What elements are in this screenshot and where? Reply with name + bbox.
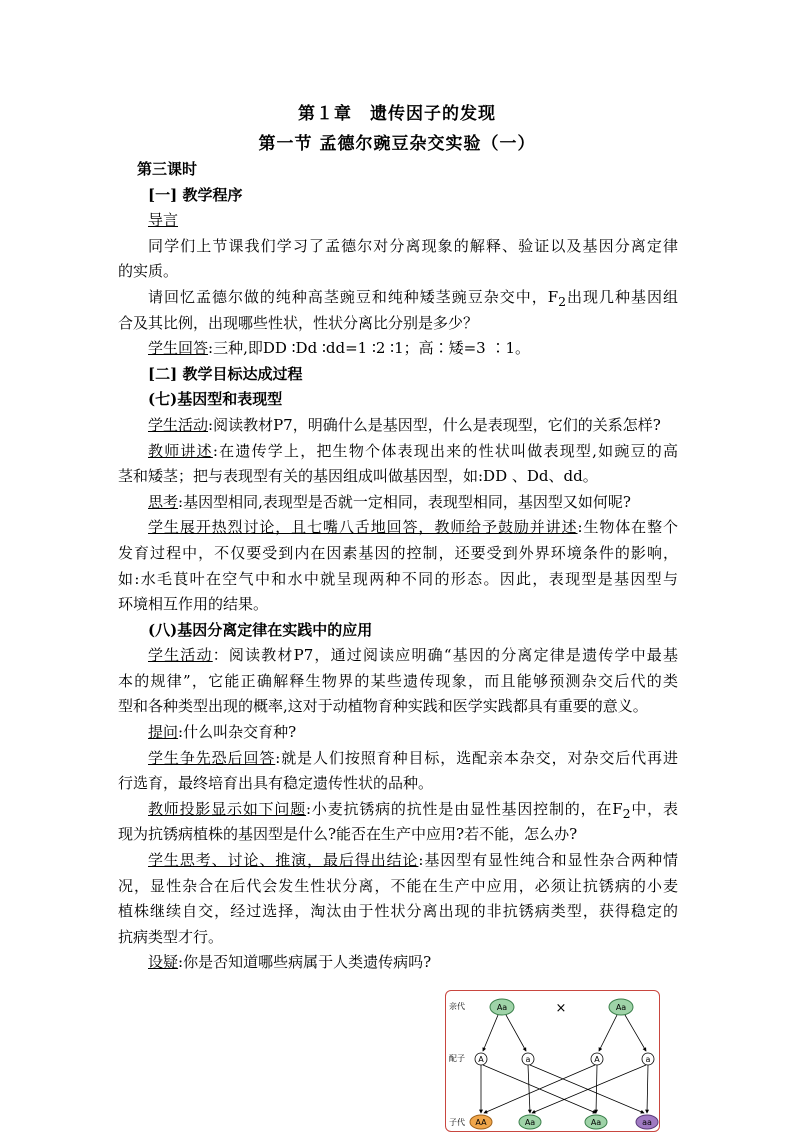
section-8-title: (八)基因分离定律在实践中的应用 [148, 620, 373, 639]
s7-think: 思考:基因型相同,表现型是否就一定相同，表现型相同，基因型又如何呢? [148, 492, 631, 511]
s7-discussion-cont-1: 发育过程中，不仅要受到内在因素基因的控制，还要受到外界环境条件的影响， [118, 543, 678, 562]
gamete-2-label: a [525, 1055, 531, 1064]
edge-pr-gA [599, 1015, 617, 1051]
child-1-label: AA [475, 1118, 487, 1127]
label-parent: 亲代 [449, 1002, 465, 1011]
s8-conclusion-cont-2: 植株继续自交，经过选择，淘汰由于性状分离出现的非抗锈病类型，获得稳定的 [118, 902, 678, 921]
s8-student-activity-cont-2: 型和各种类型出现的概率,这对于动植物育种实践和医学实践都具有重要的意义。 [118, 697, 648, 716]
edge-pr-ga [625, 1015, 646, 1051]
student-answer: 学生回答:三种,即DD ∶Dd ∶dd=1 ∶2 ∶1；高∶矮=3 ∶1。 [148, 339, 531, 358]
s7-teacher-explain-cont: 茎和矮茎；把与表现型有关的基因组成叫做基因型，如:DD 、Dd、dd。 [118, 467, 598, 486]
edge-pl-gA [483, 1015, 498, 1051]
s7-discussion: 学生展开热烈讨论，且七嘴八舌地回答，教师给予鼓励并讲述:生物体在整个 [148, 518, 678, 537]
edge-g3-c3 [596, 1065, 597, 1113]
label-gamete: 配子 [449, 1054, 465, 1063]
chapter-title: 第１章 遗传因子的发现 [298, 104, 496, 124]
s8-answer: 学生争先恐后回答:就是人们按照育种目标，选配亲本杂交，对杂交后代再进 [148, 748, 678, 767]
genetic-cross-diagram [445, 990, 660, 1132]
s7-student-activity: 学生活动:阅读教材P7，明确什么是基因型，什么是表现型，它们的关系怎样? [148, 415, 661, 434]
s8-student-activity-cont-1: 本的规律”，它能正确解释生物界的某些遗传现象，而且能够预测杂交后代的类 [118, 671, 678, 690]
intro-paragraph-2-end: 合及其比例，出现哪些性状，性状分离比分别是多少？ [118, 313, 479, 332]
s7-teacher-explain: 教师讲述:在遗传学上，把生物个体表现出来的性状叫做表现型,如豌豆的高 [148, 441, 678, 460]
s8-student-activity: 学生活动：阅读教材P7，通过阅读应明确“基因的分离定律是遗传学中最基 [148, 646, 678, 665]
cross-symbol: × [555, 1001, 567, 1016]
lesson-label: 第三课时 [137, 160, 198, 178]
s8-hypothesis: 设疑:你是否知道哪些病属于人类遗传病吗? [148, 953, 432, 972]
child-4-label: aa [642, 1118, 652, 1127]
gamete-3-label: A [594, 1055, 600, 1064]
gamete-1-label: A [478, 1055, 484, 1064]
intro-paragraph-1-end: 的实质。 [118, 262, 179, 281]
s8-conclusion: 学生思考、讨论、推演，最后得出结论:基因型有显性纯合和显性杂合两种情 [148, 851, 678, 870]
parent-left-label: Aa [496, 1003, 508, 1012]
s8-answer-cont: 行选育，最终培育出具有稳定遗传性状的品种。 [118, 774, 434, 793]
intro-paragraph-2: 请回忆孟德尔做的纯种高茎豌豆和纯种矮茎豌豆杂交中，$F_2$出现几种基因组 [148, 287, 678, 309]
section-7-title: (七)基因型和表现型 [148, 390, 283, 409]
s8-conclusion-cont-3: 抗病类型才行。 [118, 927, 224, 946]
genetic-cross-svg [446, 991, 659, 1131]
edge-g4-c2 [532, 1065, 646, 1113]
section-title: 第一节 孟德尔豌豆杂交实验（一） [258, 134, 536, 154]
child-2-label: Aa [524, 1118, 536, 1127]
edge-g2-c4 [530, 1065, 644, 1113]
intro-paragraph-1: 同学们上节课我们学习了孟德尔对分离现象的解释、验证以及基因分离定律 [148, 236, 678, 255]
parent-right-label: Aa [615, 1003, 627, 1012]
s7-discussion-cont-2: 如:水毛茛叶在空气中和水中就呈现两种不同的形态。因此，表现型是基因型与 [118, 569, 678, 588]
label-child: 子代 [449, 1118, 465, 1127]
intro-label: 导言 [148, 211, 179, 230]
s8-projection-cont: 现为抗锈病植株的基因型是什么?能否在生产中应用?若不能，怎么办? [118, 825, 578, 844]
child-3-label: Aa [590, 1118, 602, 1127]
s8-projection: 教师投影显示如下问题:小麦抗锈病的抗性是由显性基因控制的，在$F_2$中，表 [148, 799, 678, 821]
s7-discussion-cont-3: 环境相互作用的结果。 [118, 595, 269, 614]
edge-g2-c2 [528, 1065, 530, 1113]
part2-heading: [二] 教学目标达成过程 [148, 364, 303, 383]
edge-g4-c4 [647, 1065, 648, 1113]
s8-question: 提问:什么叫杂交育种? [148, 723, 297, 742]
part1-heading: [一] 教学程序 [148, 185, 243, 204]
edge-pl-ga [506, 1015, 526, 1051]
s8-conclusion-cont-1: 况，显性杂合在后代会发生性状分离，不能在生产中应用，必须让抗锈病的小麦 [118, 876, 678, 895]
gamete-4-label: a [645, 1055, 651, 1064]
document-body [118, 157, 678, 976]
